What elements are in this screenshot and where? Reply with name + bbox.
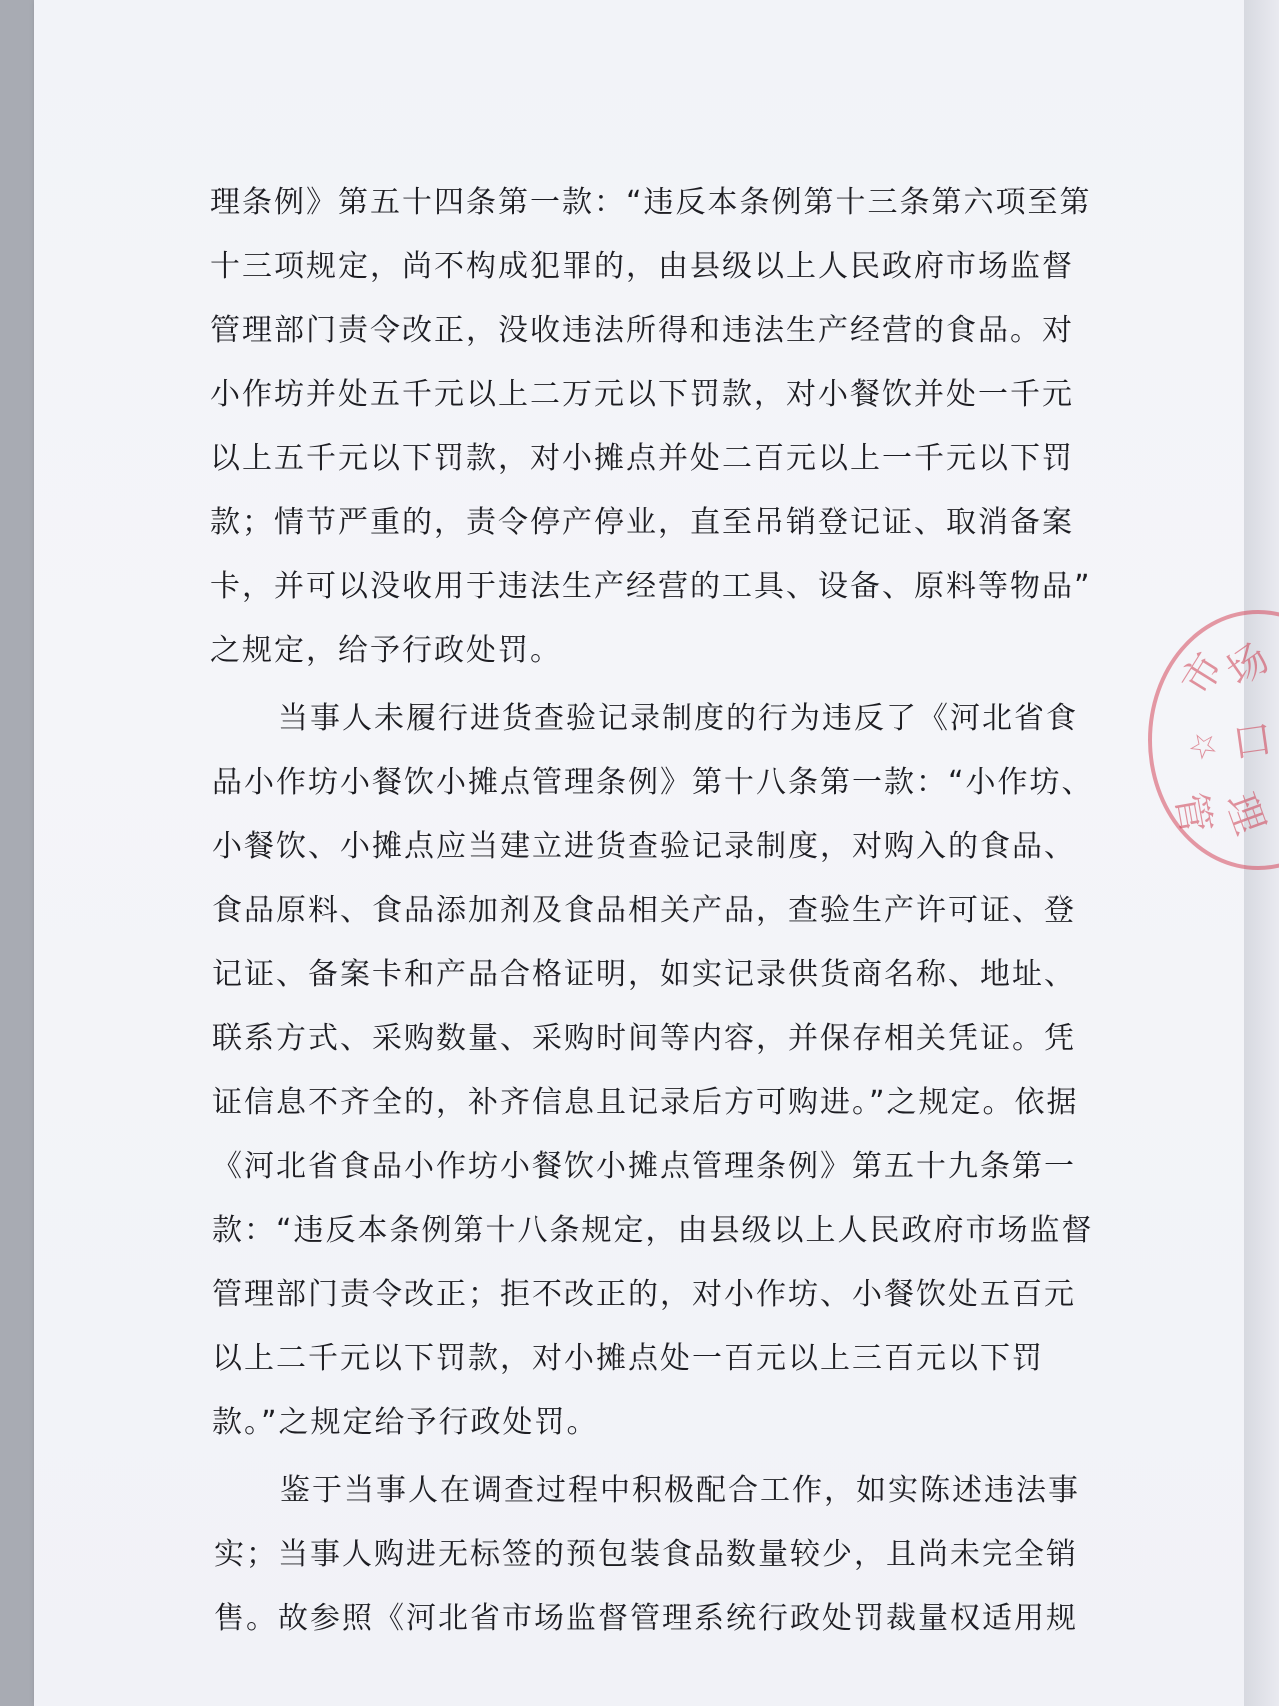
- text-line: 以上五千元以下罚款，对小摊点并处二百元以上一千元以下罚: [210, 441, 1074, 476]
- text-line: 食品原料、食品添加剂及食品相关产品，查验生产许可证、登: [212, 893, 1076, 928]
- text-line: 理条例》第五十四条第一款：“违反本条例第十三条第六项至第: [210, 185, 1092, 220]
- text-line: 小餐饮、小摊点应当建立进货查验记录制度，对购入的食品、: [212, 829, 1076, 864]
- text-line: 管理部门责令改正；拒不改正的，对小作坊、小餐饮处五百元: [212, 1277, 1076, 1312]
- text-line: 卡，并可以没收用于违法生产经营的工具、设备、原料等物品”: [210, 569, 1092, 604]
- text-line: 款；情节严重的，责令停产停业，直至吊销登记证、取消备案: [210, 505, 1074, 540]
- text-line: 联系方式、采购数量、采购时间等内容，并保存相关凭证。凭: [212, 1021, 1076, 1056]
- text-line: 之规定，给予行政处罚。: [210, 633, 562, 668]
- text-line: 当事人未履行进货查验记录制度的行为违反了《河北省食: [278, 701, 1078, 736]
- text-line: 小作坊并处五千元以上二万元以下罚款，对小餐饮并处一千元: [210, 377, 1074, 412]
- text-line: 款。”之规定给予行政处罚。: [212, 1405, 599, 1440]
- text-line: 款：“违反本条例第十八条规定，由县级以上人民政府市场监督: [212, 1213, 1094, 1248]
- text-line: 管理部门责令改正，没收违法所得和违法生产经营的食品。对: [210, 313, 1074, 348]
- text-line: 《河北省食品小作坊小餐饮小摊点管理条例》第五十九条第一: [212, 1149, 1076, 1184]
- text-line: 品小作坊小餐饮小摊点管理条例》第十八条第一款：“小作坊、: [212, 765, 1094, 800]
- text-line: 十三项规定，尚不构成犯罪的，由县级以上人民政府市场监督: [210, 249, 1074, 284]
- text-line: 实；当事人购进无标签的预包装食品数量较少，且尚未完全销: [214, 1537, 1078, 1572]
- text-line: 售。故参照《河北省市场监督管理系统行政处罚裁量权适用规: [214, 1601, 1078, 1636]
- text-line: 记证、备案卡和产品合格证明，如实记录供货商名称、地址、: [212, 957, 1076, 992]
- text-line: 以上二千元以下罚款，对小摊点处一百元以上三百元以下罚: [212, 1341, 1044, 1376]
- seal-mark: 市 场 口 ☆ 管 理: [1166, 635, 1278, 841]
- text-line: 鉴于当事人在调查过程中积极配合工作，如实陈述违法事: [280, 1473, 1080, 1508]
- text-line: 证信息不齐全的，补齐信息且记录后方可购进。”之规定。依据: [212, 1085, 1079, 1120]
